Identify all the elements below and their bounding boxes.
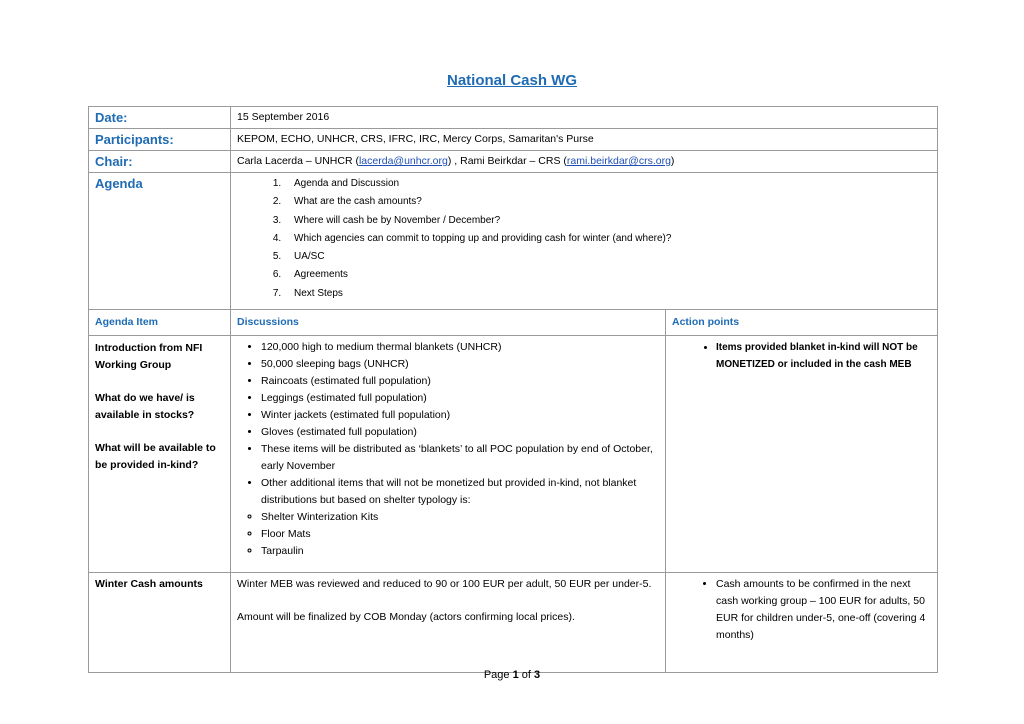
agenda-item-cell: Winter Cash amounts <box>89 573 231 673</box>
list-item: • These items will be distributed as ‘blankets’ to all POC population by end of October, early November <box>261 441 659 475</box>
list-item: • 50,000 sleeping bags (UNHCR) <box>261 356 659 373</box>
list-item: ◦ Shelter Winterization Kits <box>261 509 659 526</box>
agenda-list-item: 4. Which agencies can commit to topping up and providing cash for winter (and where)? <box>284 230 931 248</box>
action-bullets <box>672 576 931 644</box>
agenda-item-cell <box>89 336 231 573</box>
date-row <box>89 107 938 129</box>
agenda-row <box>89 173 938 310</box>
discussion-cell <box>231 573 666 673</box>
footer-prefix: Page <box>483 669 513 681</box>
agenda-cell <box>231 173 938 310</box>
list-item: • Leggings (estimated full population) <box>261 390 659 407</box>
list-item: ◦ Floor Mats <box>261 526 659 543</box>
agenda-list-item: 7. Next Steps <box>284 285 931 303</box>
discussion-cell <box>231 336 666 573</box>
agenda-list-item: 2. What are the cash amounts? <box>284 193 931 211</box>
list-item: • Other additional items that will not be monetized but provided in-kind, not blanket distributions but based on shelter typology is: <box>261 475 659 509</box>
header-action-points: Action points <box>666 310 938 336</box>
list-item: • Gloves (estimated full population) <box>261 424 659 441</box>
agenda-label: Agenda <box>89 173 231 310</box>
action-bullets <box>672 339 931 373</box>
footer-current-page: 1 <box>512 669 519 681</box>
discussion-paragraph: Amount will be finalized by COB Monday (actors confirming local prices). <box>237 611 575 624</box>
discussion-paragraph: Winter MEB was reviewed and reduced to 90 or 100 EUR per adult, 50 EUR per under-5. <box>237 578 652 591</box>
participants-row <box>89 129 938 151</box>
list-item: • Raincoats (estimated full population) <box>261 373 659 390</box>
agenda-list <box>237 175 931 303</box>
chair-row <box>89 151 938 173</box>
footer-total-pages: 3 <box>534 669 541 681</box>
list-item: • Cash amounts to be confirmed in the next cash working group – 100 EUR for adults, 50 EUR for children under-5, one-off (covering 4 months) <box>716 576 931 644</box>
document-title: National Cash WG <box>446 72 577 89</box>
table-header-row <box>89 310 938 336</box>
agenda-list-item: 3. Where will cash be by November / December? <box>284 212 931 230</box>
chair-text-2: ) , Rami Beirkdar – CRS ( <box>447 155 567 167</box>
list-item: • Winter jackets (estimated full population) <box>261 407 659 424</box>
agenda-list-item: 6. Agreements <box>284 266 931 284</box>
table-row <box>89 573 938 673</box>
header-discussions: Discussions <box>231 310 666 336</box>
chair-label: Chair: <box>89 151 231 173</box>
header-agenda-item: Agenda Item <box>89 310 231 336</box>
chair-text-1: Carla Lacerda – UNHCR ( <box>237 155 359 167</box>
discussion-bullets <box>237 339 659 509</box>
agenda-item-line: What will be available to be provided in-kind? <box>95 442 216 472</box>
action-cell <box>666 336 938 573</box>
page-footer <box>0 669 1024 681</box>
participants-value: KEPOM, ECHO, UNHCR, CRS, IFRC, IRC, Mercy Corps, Samaritan's Purse <box>231 129 938 151</box>
list-item: • 120,000 high to medium thermal blankets (UNHCR) <box>261 339 659 356</box>
chair-value <box>231 151 938 173</box>
discussion-sub-bullets <box>237 509 659 560</box>
chair-email-link-1[interactable]: lacerda@unhcr.org <box>358 155 448 167</box>
minutes-table <box>88 106 938 673</box>
agenda-list-item: 5. UA/SC <box>284 248 931 266</box>
action-cell <box>666 573 938 673</box>
table-row <box>89 336 938 573</box>
chair-email-link-2[interactable]: rami.beirkdar@crs.org <box>566 155 671 167</box>
list-item: ◦ Tarpaulin <box>261 543 659 560</box>
agenda-item-line: Introduction from NFI Working Group <box>95 342 203 372</box>
chair-text-3: ) <box>670 155 675 167</box>
date-value: 15 September 2016 <box>231 107 938 129</box>
agenda-list-item: 1. Agenda and Discussion <box>284 175 931 193</box>
agenda-item-line: What do we have/ is available in stocks? <box>95 392 195 422</box>
list-item: • Items provided blanket in-kind will NOT be MONETIZED or included in the cash MEB <box>716 339 931 373</box>
footer-middle: of <box>518 669 535 681</box>
date-label: Date: <box>89 107 231 129</box>
participants-label: Participants: <box>89 129 231 151</box>
